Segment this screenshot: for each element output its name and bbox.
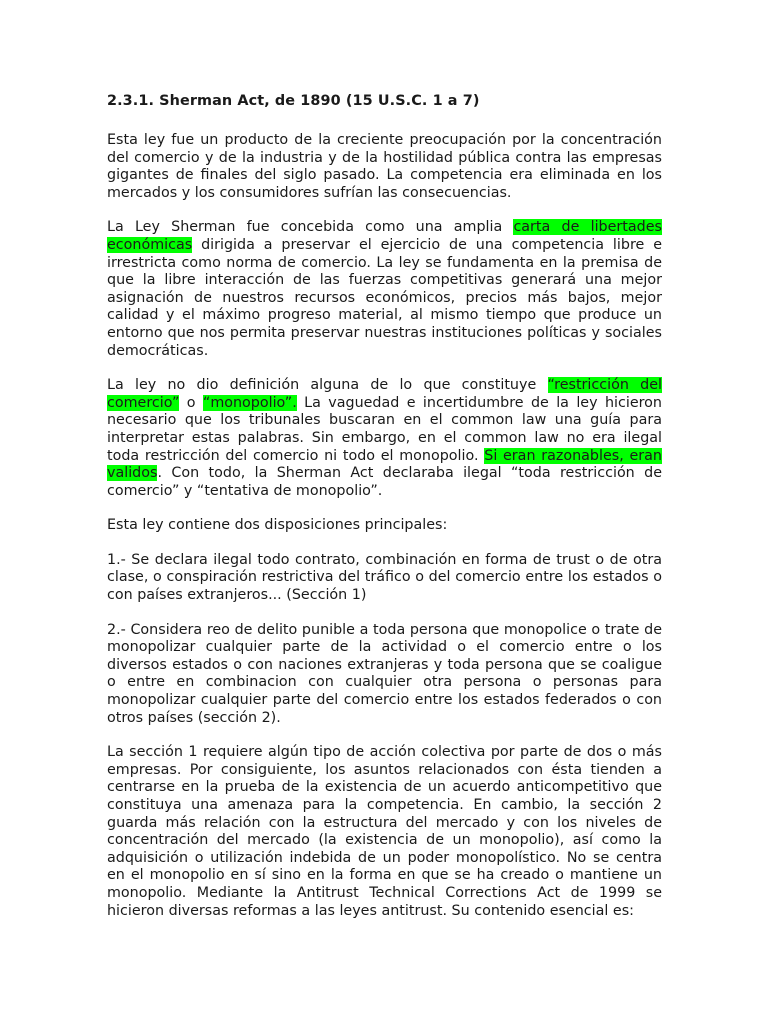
text-run: o: [179, 394, 203, 411]
paragraph-section-2: 2.- Considera reo de delito punible a toda persona que monopolice o trate de monopolizar cualquier parte de la actividad o el comercio entre o los diversos estados o con naciones extranjeras y toda persona que se coaligue o entre en combinacion con cualquier otra persona o personas para monopolizar cualquier parte del comercio entre los estados federados o con otros países (sección 2).: [107, 621, 662, 726]
paragraph-definition: [107, 377, 662, 500]
highlight-monopolio: “monopolio”.: [202, 394, 297, 411]
highlight-restriccion-comercio: “restricción del comercio”: [107, 377, 663, 411]
text-run: . Con todo, la Sherman Act declaraba ilegal “toda restricción de comercio” y “tentativa de monopolio”.: [107, 465, 662, 499]
text-run: dirigida a preservar el ejercicio de una competencia libre e irrestricta como norma de comercio. La ley se fundamenta en la premisa de que la libre interacción de las fuerzas competitivas generará una mejor asignación de nuestros recursos económicos, precios más bajos, mejor calidad y el máximo progreso material, al mismo tiempo que produce un entorno que nos permita preservar nuestras instituciones políticas y sociales democráticas.: [107, 236, 662, 359]
text-run: La Ley Sherman fue concebida como una amplia: [107, 219, 514, 236]
highlight-razonables: Si eran razonables, eran validos: [107, 447, 662, 482]
text-run: La ley no dio definición alguna de lo que constituye: [107, 377, 548, 394]
paragraph-analysis: La sección 1 requiere algún tipo de acción colectiva por parte de dos o más empresas. Por consiguiente, los asuntos relacionados con ésta tienden a centrarse en la prueba de la existencia de un acuerdo anticompetitivo que constituya una amenaza para la competencia. En cambio, la sección 2 guarda más relación con la estructura del mercado y con los niveles de concentración del mercado (la existencia de un monopolio), así como la adquisición o utilización indebida de un poder monopolístico. No se centra en el monopolio en sí sino en la forma en que se ha creado o mantiene un monopolio. Mediante la Antitrust Technical Corrections Act de 1999 se hicieron diversas reformas a las leyes antitrust. Su contenido esencial es:: [107, 744, 662, 919]
text-run: La vaguedad e incertidumbre de la ley hicieron necesario que los tribunales buscaran en el common law una guía para interpretar estas palabras. Sin embargo, en el common law no era ilegal toda restricción del comercio ni todo el monopolio.: [107, 394, 662, 464]
highlight-carta-libertades: carta de libertades económicas: [107, 219, 662, 253]
paragraph-sherman-concept: [107, 219, 662, 360]
section-heading: 2.3.1. Sherman Act, de 1890 (15 U.S.C. 1 a 7): [107, 93, 480, 109]
paragraph-intro: Esta ley fue un producto de la creciente preocupación por la concentración del comercio y de la industria y de la hostilidad pública contra las empresas gigantes de finales del siglo pasado. La competencia era eliminada en los mercados y los consumidores sufrían las consecuencias.: [107, 132, 662, 201]
paragraph-provisions-intro: Esta ley contiene dos disposiciones principales:: [107, 517, 448, 534]
paragraph-section-1: 1.- Se declara ilegal todo contrato, combinación en forma de trust o de otra clase, o conspiración restrictiva del tráfico o del comercio entre los estados o con países extranjeros... (Sección 1): [107, 551, 662, 604]
